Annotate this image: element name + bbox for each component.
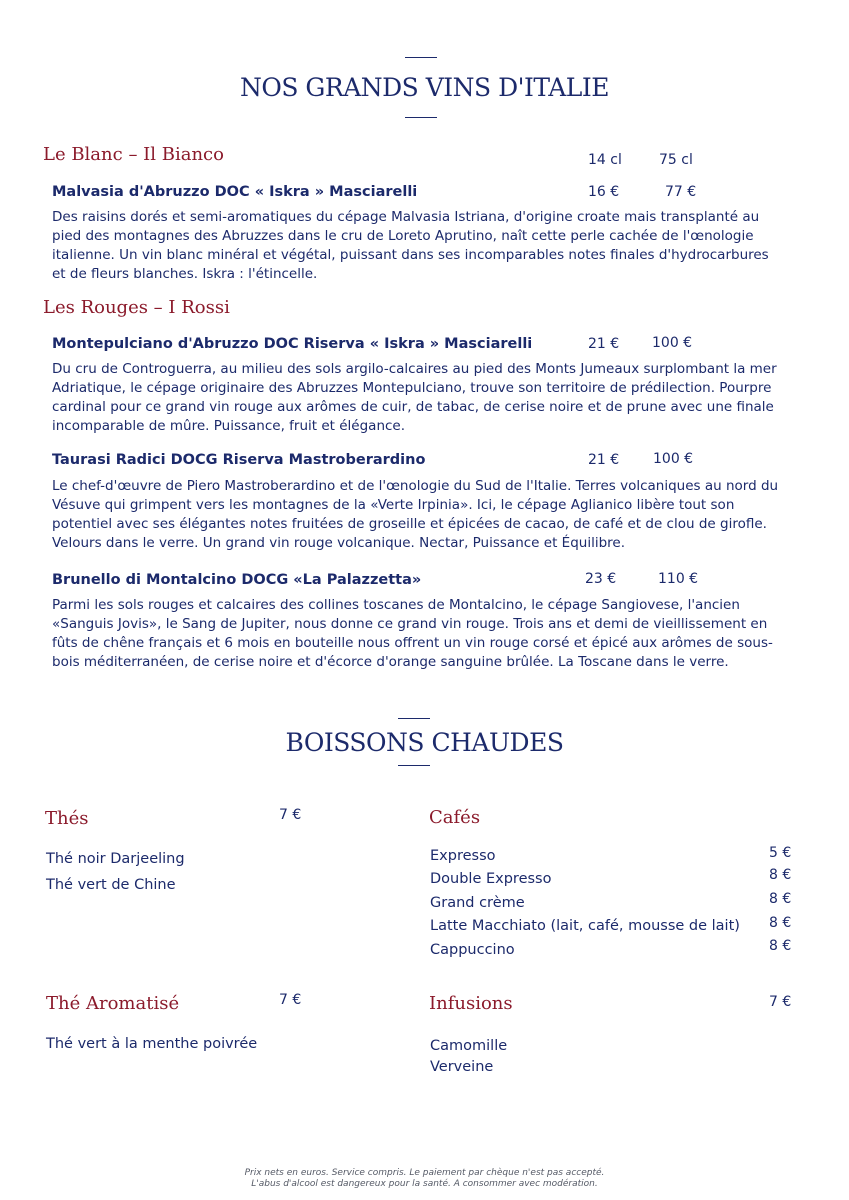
wines-title: NOS GRANDS VINS D'ITALIE — [239, 73, 610, 102]
wine-description: Le chef-d'œuvre de Piero Mastroberardino et de l'œnologie du Sud de l'Italie. Terres volcaniques au nord du Vésuve qui grimpent vers les montagnes de la «Verte Irpinia». Ici, le cépage Aglianico libère tout son potentiel avec ses élégantes notes fruitées de groseille et épicées de cacao, de café et de clou de girofle. Velours dans le verre. Un grand vin rouge volcanique. Nectar, Puissance et Équilibre. — [52, 478, 779, 551]
wine-description: Du cru de Controguerra, au milieu des sols argilo-calcaires au pied des Monts Jumeaux surplombant la mer Adriatique, le cépage originaire des Abruzzes Montepulciano, trouve son territoire de prédilection. Pourpre cardinal pour ce grand vin rouge aux arômes de cuir, de tabac, de cerise noire et de prune avec une finale incomparable de mûre. Puissance, fruit et élégance. — [52, 361, 777, 434]
section-title-rouges: Les Rouges – I Rossi — [43, 297, 230, 318]
wine-price-bottle: 100 € — [652, 335, 693, 351]
list-item: Double Expresso — [430, 871, 552, 887]
wine-description: Des raisins dorés et semi-aromatiques du cépage Malvasia Istriana, d'origine croate mais transplanté au pied des montagnes des Abruzzes dans le cru de Loreto Aprutino, naît cette perle cachée de l'œnologie italienne. Un vin blanc minéral et végétal, puissant dans ses incomparables notes finales d'hydrocarbures et de fleurs blanches. Iskra : l'étincelle. — [52, 209, 769, 282]
wine-name: Malvasia d'Abruzzo DOC « Iskra » Masciarelli — [52, 184, 418, 200]
list-item: Grand crème — [430, 895, 525, 911]
list-item: Thé vert à la menthe poivrée — [46, 1036, 258, 1052]
wine-name: Montepulciano d'Abruzzo DOC Riserva « Iskra » Masciarelli — [52, 336, 533, 352]
thes-price: 7 € — [279, 807, 302, 823]
the-aromatise-price: 7 € — [279, 992, 302, 1008]
wine-price-bottle: 110 € — [658, 571, 699, 587]
item-price: 8 € — [769, 915, 792, 931]
list-item: Expresso — [430, 848, 496, 864]
footer-legal — [0, 1168, 849, 1190]
item-price: 8 € — [769, 891, 792, 907]
wine-price-bottle: 100 € — [653, 451, 694, 467]
column-header-14cl: 14 cl — [588, 152, 622, 168]
wine-name: Brunello di Montalcino DOCG «La Palazzetta» — [52, 572, 422, 588]
wine-price-glass: 21 € — [588, 336, 620, 352]
title-rule-bottom — [398, 765, 430, 766]
wine-description: Parmi les sols rouges et calcaires des collines toscanes de Montalcino, le cépage Sangiovese, l'ancien «Sanguis Jovis», le Sang de Jupiter, nous donne ce grand vin rouge. Trois ans et demi de vieillissement en fûts de chêne français et 6 mois en bouteille nous offrent un vin rouge corsé et épicé aux arômes de sous-bois méditerranéen, de cerise noire et d'écorce d'orange sanguine brûlée. La Toscane dans le verre. — [52, 597, 773, 670]
wine-price-glass: 23 € — [585, 571, 617, 587]
wine-price-glass: 21 € — [588, 452, 620, 468]
list-item: Cappuccino — [430, 942, 515, 958]
item-price: 8 € — [769, 867, 792, 883]
item-price: 5 € — [769, 845, 792, 861]
wine-price-glass: 16 € — [588, 184, 620, 200]
hot-drinks-title: BOISSONS CHAUDES — [285, 728, 564, 757]
title-rule-top — [405, 57, 437, 58]
section-title-thes: Thés — [45, 808, 89, 829]
section-title-the-aromatise: Thé Aromatisé — [46, 993, 180, 1014]
list-item: Thé noir Darjeeling — [46, 851, 185, 867]
footer-line-2: L'abus d'alcool est dangereux pour la santé. A consommer avec modération. — [251, 1179, 598, 1189]
list-item: Camomille — [430, 1038, 508, 1054]
title-rule-bottom — [405, 117, 437, 118]
section-title-cafes: Cafés — [429, 807, 481, 828]
list-item: Verveine — [430, 1059, 494, 1075]
section-title-infusions: Infusions — [429, 993, 513, 1014]
wine-price-bottle: 77 € — [665, 184, 697, 200]
footer-line-1: Prix nets en euros. Service compris. Le paiement par chèque n'est pas accepté. — [244, 1168, 605, 1178]
column-header-75cl: 75 cl — [659, 152, 693, 168]
wine-name: Taurasi Radici DOCG Riserva Mastroberardino — [52, 452, 426, 468]
list-item: Latte Macchiato (lait, café, mousse de lait) — [430, 918, 740, 934]
list-item: Thé vert de Chine — [46, 877, 176, 893]
section-title-blanc: Le Blanc – Il Bianco — [43, 144, 224, 165]
item-price: 8 € — [769, 938, 792, 954]
infusions-price: 7 € — [769, 994, 792, 1010]
title-rule-top — [398, 718, 430, 719]
